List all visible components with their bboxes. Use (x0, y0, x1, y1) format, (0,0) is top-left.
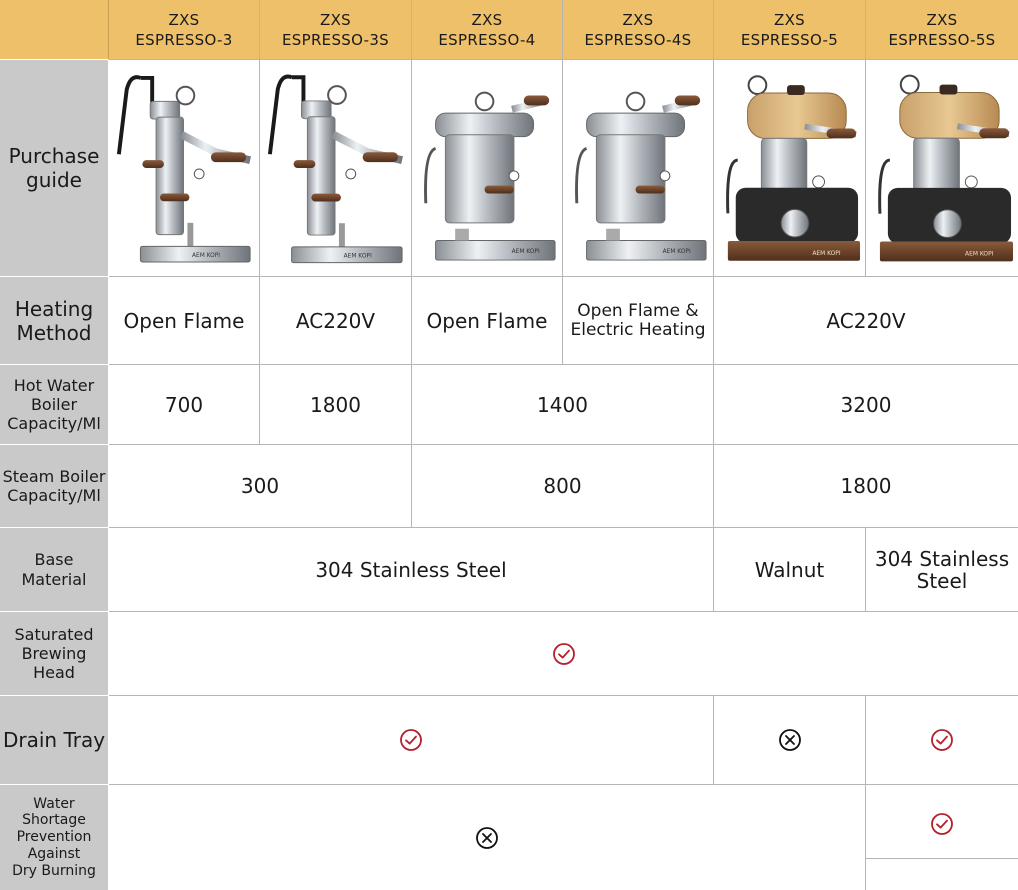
model-name: ESPRESSO-5S (888, 30, 996, 49)
espresso-machine-image (264, 64, 407, 272)
row-label-water-shortage: Water Shortage Prevention Against Dry Burning (0, 785, 109, 890)
row-label-hot-water-boiler: Hot Water Boiler Capacity/Ml (0, 365, 109, 445)
hot-water-value: 700 (109, 365, 260, 445)
product-image (412, 60, 563, 277)
model-brand: ZXS (471, 10, 503, 29)
row-label-steam-boiler: Steam Boiler Capacity/Ml (0, 445, 109, 528)
row-label-drain-tray: Drain Tray (0, 696, 109, 785)
model-brand: ZXS (622, 10, 654, 29)
row-label-brewing-head: Saturated Brewing Head (0, 612, 109, 696)
base-value: Walnut (714, 528, 866, 612)
heating-value: AC220V (714, 277, 1018, 365)
model-name: ESPRESSO-3 (135, 30, 233, 49)
espresso-machine-image (113, 64, 255, 272)
espresso-machine-image (870, 64, 1014, 272)
row-label-purchase-guide: Purchase guide (0, 60, 109, 277)
base-value: 304 Stainless Steel (866, 528, 1018, 612)
heating-value: AC220V (260, 277, 412, 365)
product-image (563, 60, 714, 277)
espresso-machine-image (416, 64, 558, 272)
check-icon (399, 728, 423, 752)
model-header (714, 0, 866, 60)
drain-tray-value (866, 696, 1018, 785)
model-name: ESPRESSO-3S (282, 30, 389, 49)
hot-water-value: 3200 (714, 365, 1018, 445)
product-image (714, 60, 866, 277)
model-header (563, 0, 714, 60)
check-icon (552, 642, 576, 666)
product-image (866, 60, 1018, 277)
check-icon (930, 812, 954, 836)
steam-value: 1800 (714, 445, 1018, 528)
row-divider (866, 858, 1018, 859)
water-shortage-value (109, 785, 866, 890)
model-name: ESPRESSO-4S (584, 30, 692, 49)
espresso-machine-image (718, 64, 861, 272)
drain-tray-value (714, 696, 866, 785)
heating-value: Open Flame (109, 277, 260, 365)
model-header (109, 0, 260, 60)
model-name: ESPRESSO-5 (740, 30, 839, 49)
espresso-machine-image (567, 64, 709, 272)
model-header (412, 0, 563, 60)
base-value: 304 Stainless Steel (109, 528, 714, 612)
model-brand: ZXS (774, 10, 805, 29)
heating-value: Open Flame (412, 277, 563, 365)
steam-value: 300 (109, 445, 412, 528)
water-shortage-value (866, 785, 1018, 890)
hot-water-value: 1400 (412, 365, 714, 445)
drain-tray-value (109, 696, 714, 785)
model-header (260, 0, 412, 60)
check-icon (930, 728, 954, 752)
row-label-base-material: Base Material (0, 528, 109, 612)
cross-icon (475, 826, 499, 850)
model-brand: ZXS (168, 10, 200, 29)
header-corner (0, 0, 109, 60)
heating-value: Open Flame & Electric Heating (563, 277, 714, 365)
steam-value: 800 (412, 445, 714, 528)
product-image (109, 60, 260, 277)
model-brand: ZXS (320, 10, 351, 29)
row-label-heating-method: Heating Method (0, 277, 109, 365)
brewing-head-value (109, 612, 1018, 696)
model-name: ESPRESSO-4 (438, 30, 536, 49)
hot-water-value: 1800 (260, 365, 412, 445)
model-header (866, 0, 1018, 60)
model-brand: ZXS (926, 10, 958, 29)
cross-icon (778, 728, 802, 752)
product-image (260, 60, 412, 277)
